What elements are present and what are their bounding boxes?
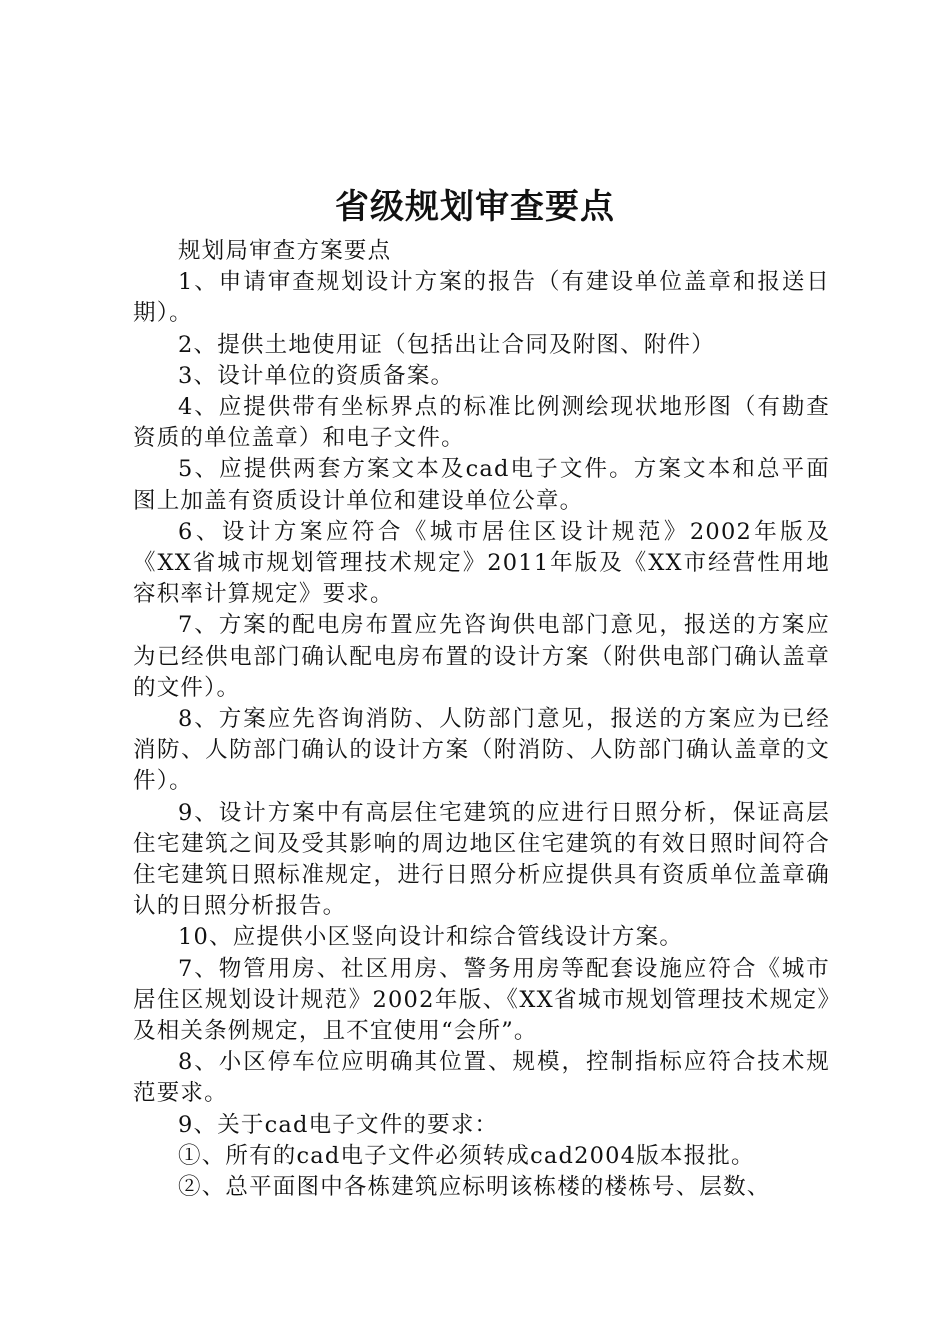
paragraph-item: 7、物管用房、社区用房、警务用房等配套设施应符合《城市居住区规划设计规范》2002年版、《XX省城市规划管理技术规定》及相关条例规定，且不宜使用“会所”。 <box>133 955 830 1045</box>
paragraph-item: 9、设计方案中有高层住宅建筑的应进行日照分析，保证高层住宅建筑之间及受其影响的周边地区住宅建筑的有效日照时间符合住宅建筑日照标准规定，进行日照分析应提供具有资质单位盖章确认的日照分析报告。 <box>133 799 830 920</box>
paragraph-item: 8、方案应先咨询消防、人防部门意见，报送的方案应为已经消防、人防部门确认的设计方案（附消防、人防部门确认盖章的文件）。 <box>133 706 830 795</box>
paragraph-item: 10、应提供小区竖向设计和综合管线设计方案。 <box>178 924 684 951</box>
document-title: 省级规划审查要点 <box>335 187 615 227</box>
paragraph-item: 4、应提供带有坐标界点的标准比例测绘现状地形图（有勘查资质的单位盖章）和电子文件。 <box>133 394 830 452</box>
paragraph-item: 8、小区停车位应明确其位置、规模，控制指标应符合技术规范要求。 <box>133 1049 830 1107</box>
paragraph-item: 9、关于cad电子文件的要求： <box>178 1111 499 1138</box>
paragraph-item: 6、设计方案应符合《城市居住区设计规范》2002年版及《XX省城市规划管理技术规定》2011年版及《XX市经营性用地容积率计算规定》要求。 <box>133 518 830 608</box>
paragraph-item: 3、设计单位的资质备案。 <box>178 362 455 389</box>
paragraph-item: 1、申请审查规划设计方案的报告（有建设单位盖章和报送日期）。 <box>133 269 830 327</box>
paragraph-subitem: ①、所有的cad电子文件必须转成cad2004版本报批。 <box>178 1142 755 1169</box>
paragraph-item: 5、应提供两套方案文本及cad电子文件。方案文本和总平面图上加盖有资质设计单位和建设单位公章。 <box>133 456 830 514</box>
paragraph-subitem: ②、总平面图中各栋建筑应标明该栋楼的楼栋号、层数、 <box>178 1174 771 1201</box>
paragraph-heading: 规划局审查方案要点 <box>178 238 392 264</box>
paragraph-item: 7、方案的配电房布置应先咨询供电部门意见，报送的方案应为已经供电部门确认配电房布置的设计方案（附供电部门确认盖章的文件）。 <box>133 612 830 701</box>
document-body <box>133 236 830 1203</box>
paragraph-item: 2、提供土地使用证（包括出让合同及附图、附件） <box>178 331 715 358</box>
